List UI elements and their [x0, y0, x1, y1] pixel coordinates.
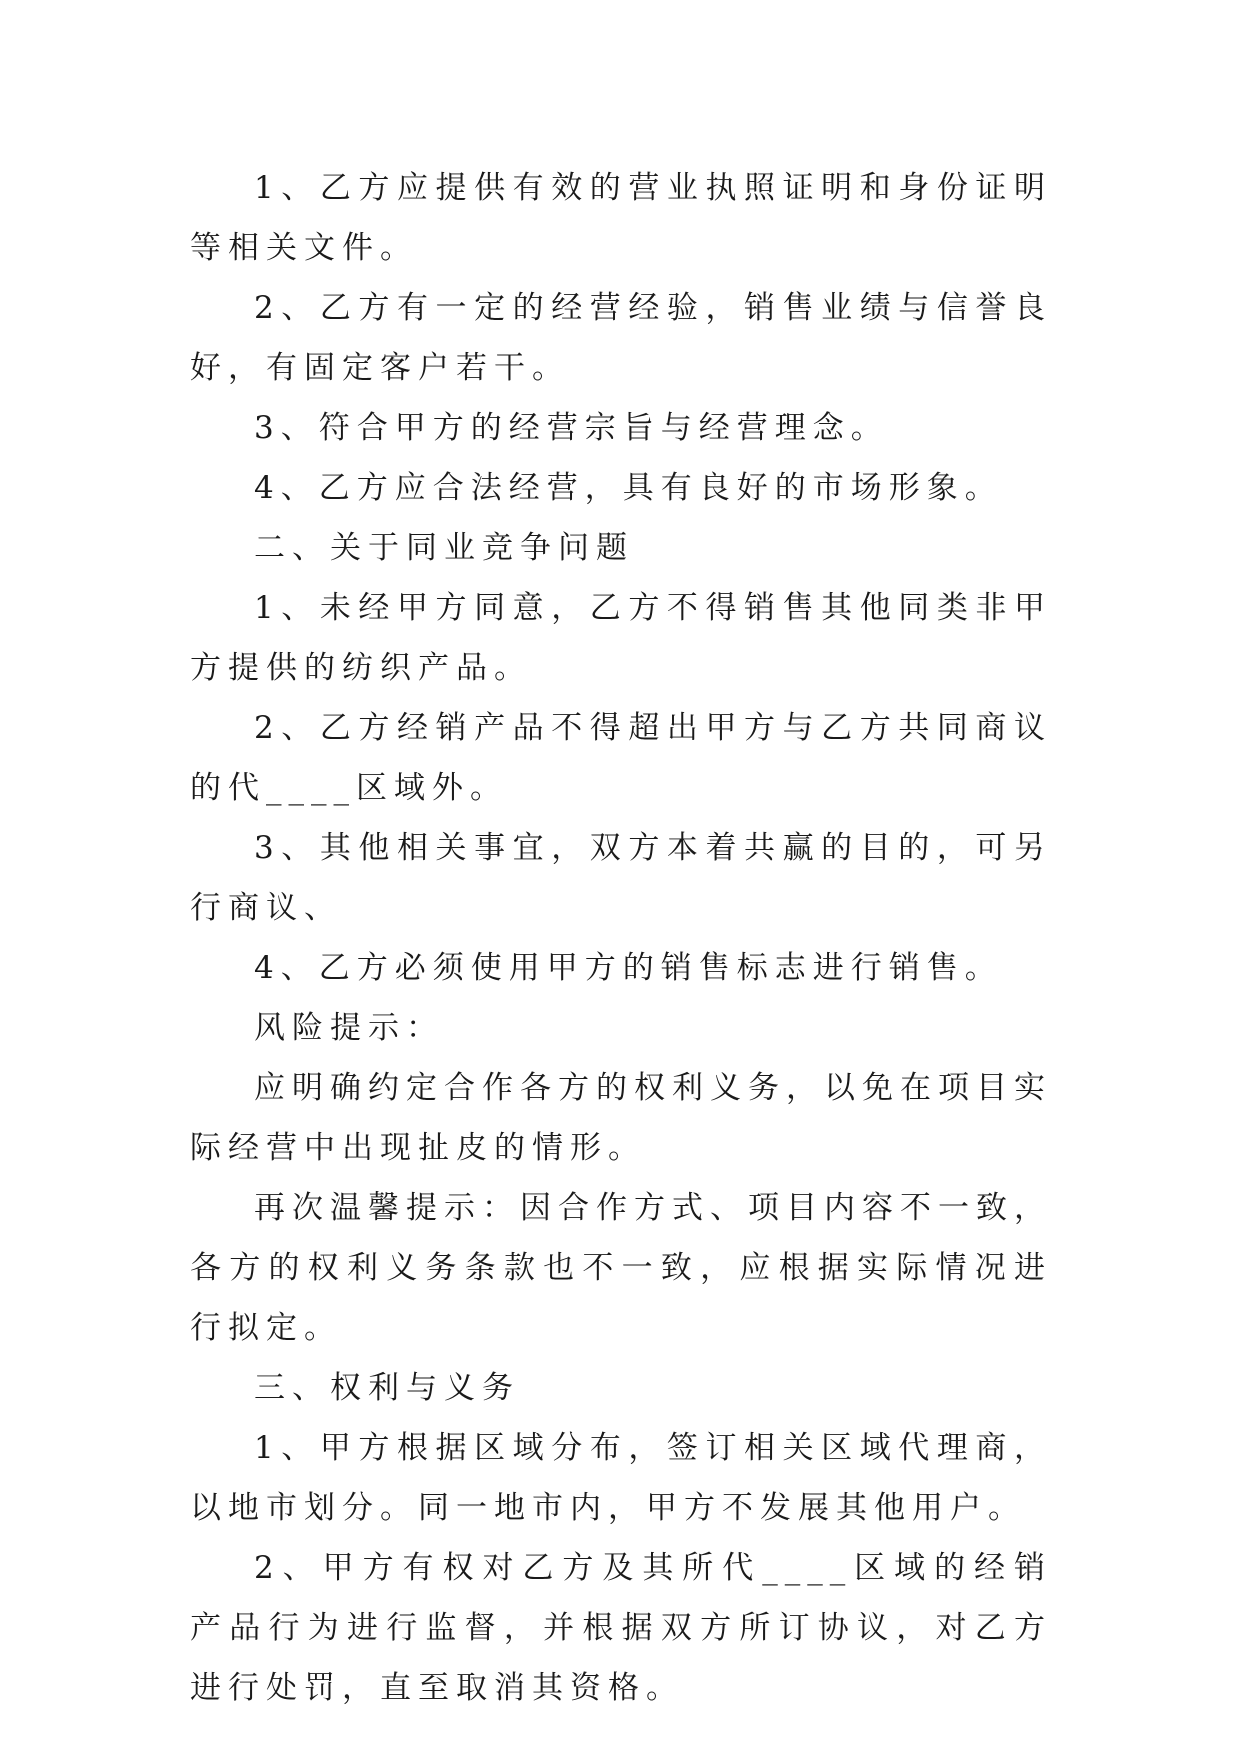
paragraph-req-4: 4、乙方应合法经营，具有良好的市场形象。 [254, 470, 1003, 506]
risk-text: 应明确约定合作各方的权利义务，以免在项目实际经营中出现扯皮的情形。 [190, 1070, 1052, 1166]
paragraph-req-1: 1、乙方应提供有效的营业执照证明和身份证明等相关文件。 [190, 170, 1052, 266]
paragraph-competition-3: 3、其他相关事宜，双方本着共赢的目的，可另行商议、 [190, 830, 1052, 926]
reminder-text: 再次温馨提示：因合作方式、项目内容不一致，各方的权利义务条款也不一致，应根据实际情况进行拟定。 [190, 1190, 1052, 1346]
paragraph-competition-1: 1、未经甲方同意，乙方不得销售其他同类非甲方提供的纺织产品。 [190, 590, 1052, 686]
paragraph-req-3: 3、符合甲方的经营宗旨与经营理念。 [254, 410, 889, 446]
risk-heading: 风险提示： [254, 1010, 444, 1046]
paragraph-competition-4: 4、乙方必须使用甲方的销售标志进行销售。 [254, 950, 1003, 986]
paragraph-rights-1: 1、甲方根据区域分布，签订相关区域代理商，以地市划分。同一地市内，甲方不发展其他用户。 [190, 1430, 1052, 1526]
paragraph-req-2: 2、乙方有一定的经营经验，销售业绩与信誉良好，有固定客户若干。 [190, 290, 1052, 386]
document-page [190, 158, 1052, 1718]
paragraph-competition-2: 2、乙方经销产品不得超出甲方与乙方共同商议的代____区域外。 [190, 710, 1052, 806]
paragraph-rights-2: 2、甲方有权对乙方及其所代____区域的经销产品行为进行监督，并根据双方所订协议，对乙方进行处罚，直至取消其资格。 [190, 1550, 1052, 1706]
section-heading-rights: 三、权利与义务 [254, 1370, 520, 1406]
section-heading-competition: 二、关于同业竞争问题 [254, 530, 634, 566]
